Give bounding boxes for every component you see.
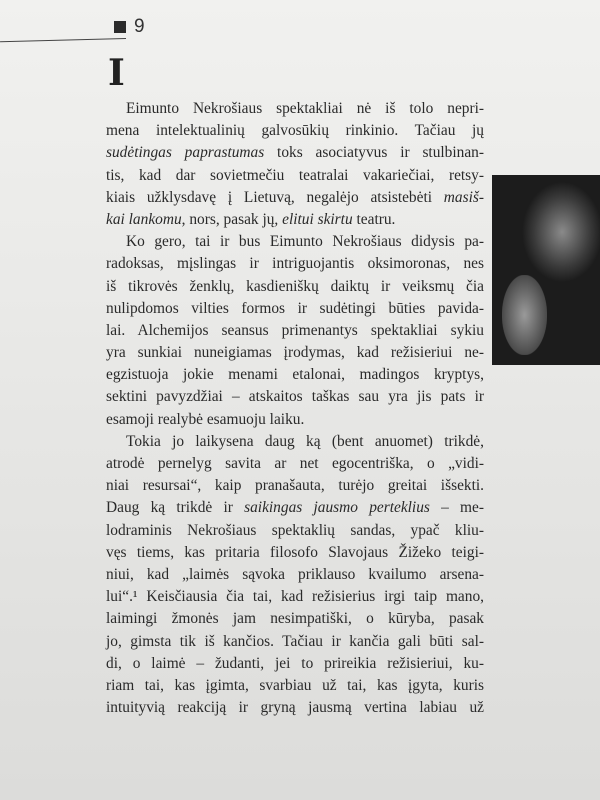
text-line bbox=[106, 520, 484, 542]
text-line bbox=[106, 253, 484, 275]
text-segment: lui“.¹ Keisčiausia čia tai, kad režisierius irgi taip mano, bbox=[106, 588, 484, 606]
text-segment: kiais užklysdavę į Lietuvą, negalėjo atsistebėti bbox=[106, 188, 444, 206]
text-line bbox=[106, 165, 484, 187]
text-segment: Ko gero, tai ir bus Eimunto Nekrošiaus didysis pa- bbox=[126, 233, 484, 251]
text-segment: vęs tiems, kas pritaria filosofo Slavojaus Žižeko teigi- bbox=[106, 543, 484, 561]
text-segment: laimingi žmonės jam nesimpatiški, o kūryba, pasak bbox=[106, 610, 484, 628]
text-segment: yra sunkiai nuneigiamas įrodymas, kad režisieriui ne- bbox=[106, 344, 484, 362]
text-segment: esamoji realybė esamuoju laiku. bbox=[106, 410, 305, 428]
text-line bbox=[106, 675, 484, 697]
text-line bbox=[106, 386, 484, 408]
text-segment: teatru. bbox=[352, 210, 396, 228]
text-line bbox=[106, 497, 484, 519]
chapter-initial: I bbox=[108, 52, 125, 94]
text-segment: atrodė pernelyg savita ar net egocentriška, o „vidi- bbox=[106, 455, 484, 472]
body-text bbox=[106, 98, 484, 719]
text-line bbox=[106, 631, 484, 653]
text-line bbox=[106, 187, 484, 209]
text-line bbox=[106, 320, 484, 342]
text-segment: mena intelektualinių galvosūkių rinkinio. Tačiau jų bbox=[106, 122, 484, 140]
text-segment: toks asociatyvus ir stulbinan- bbox=[264, 144, 485, 162]
text-segment: Daug ką trikdė ir bbox=[106, 499, 245, 517]
text-segment: niai resursai“, kaip pranašauta, turėjo greitai išsekti. bbox=[106, 477, 484, 495]
text-line bbox=[106, 98, 484, 120]
italic-text: masiš- bbox=[443, 188, 484, 206]
text-line bbox=[106, 276, 484, 298]
text-line bbox=[106, 453, 484, 475]
text-line bbox=[106, 697, 484, 719]
text-segment: egzistuoja jokie menami etalonai, madingos kryptys, bbox=[106, 366, 484, 384]
text-line bbox=[106, 653, 484, 675]
page-header bbox=[114, 16, 145, 38]
hand-shape bbox=[502, 275, 547, 355]
square-bullet-icon bbox=[114, 21, 126, 33]
text-line bbox=[106, 409, 484, 431]
text-line bbox=[106, 231, 484, 253]
text-line bbox=[106, 431, 484, 453]
text-segment: lai. Alchemijos seansus primenantys spektakliai sykiu bbox=[106, 321, 484, 339]
text-line bbox=[106, 120, 484, 142]
text-segment: iš tikrovės ženklų, kasdieniškų daiktų ir veiksmų čia bbox=[106, 277, 484, 295]
text-line bbox=[106, 142, 484, 164]
text-line bbox=[106, 586, 484, 608]
italic-text: elitui skirtu bbox=[282, 210, 353, 228]
header-rule bbox=[0, 38, 126, 42]
text-line bbox=[106, 608, 484, 630]
text-line bbox=[106, 209, 484, 231]
text-segment: jo, gimsta tik iš kančios. Tačiau ir kančia gali būti sal- bbox=[106, 632, 484, 650]
text-segment: Eimunto Nekrošiaus spektakliai nė iš tolo nepri- bbox=[126, 100, 484, 117]
italic-text: sudėtingas paprastumas bbox=[106, 144, 265, 162]
text-segment: radoksas, mįslingas ir intriguojantis oksimoronas, nes bbox=[106, 255, 484, 273]
text-line bbox=[106, 564, 484, 586]
text-line bbox=[106, 542, 484, 564]
text-line bbox=[106, 298, 484, 320]
text-segment: nulipdomos vilties formos ir sudėtingi būties pavida- bbox=[106, 299, 484, 317]
text-segment: niui, kad „laimės sąvoka priklauso kvailumo arsena- bbox=[106, 565, 484, 583]
text-segment: Tokia jo laikysena daug ką (bent anuomet) trikdė, bbox=[126, 432, 484, 450]
text-segment: lodraminis Nekrošiaus spektaklių sandas, ypač kliu- bbox=[106, 521, 484, 539]
page-number: 9 bbox=[134, 16, 145, 37]
text-segment: intuityvią reakciją ir gryną jausmą vertina labiau už bbox=[106, 699, 484, 717]
text-line bbox=[106, 475, 484, 497]
text-segment: tis, kad dar sovietmečiu teatralai vakariečiai, retsy- bbox=[106, 166, 484, 184]
text-segment: sektini pavyzdžiai – atskaitos taškas sau yra jis pats ir bbox=[106, 388, 484, 406]
text-segment: riam tai, kas įgimta, svarbiau už tai, kas įgyta, kuris bbox=[106, 676, 484, 694]
italic-text: kai lankomu bbox=[106, 210, 182, 228]
text-line bbox=[106, 342, 484, 364]
portrait-photo bbox=[492, 175, 600, 365]
text-line bbox=[106, 364, 484, 386]
text-segment: , nors, pasak jų, bbox=[181, 210, 283, 228]
italic-text: saikingas jausmo perteklius bbox=[244, 499, 430, 517]
text-segment: – me- bbox=[429, 499, 484, 517]
text-segment: di, o laimė – žudanti, jei to prireikia režisieriui, ku- bbox=[106, 654, 484, 672]
